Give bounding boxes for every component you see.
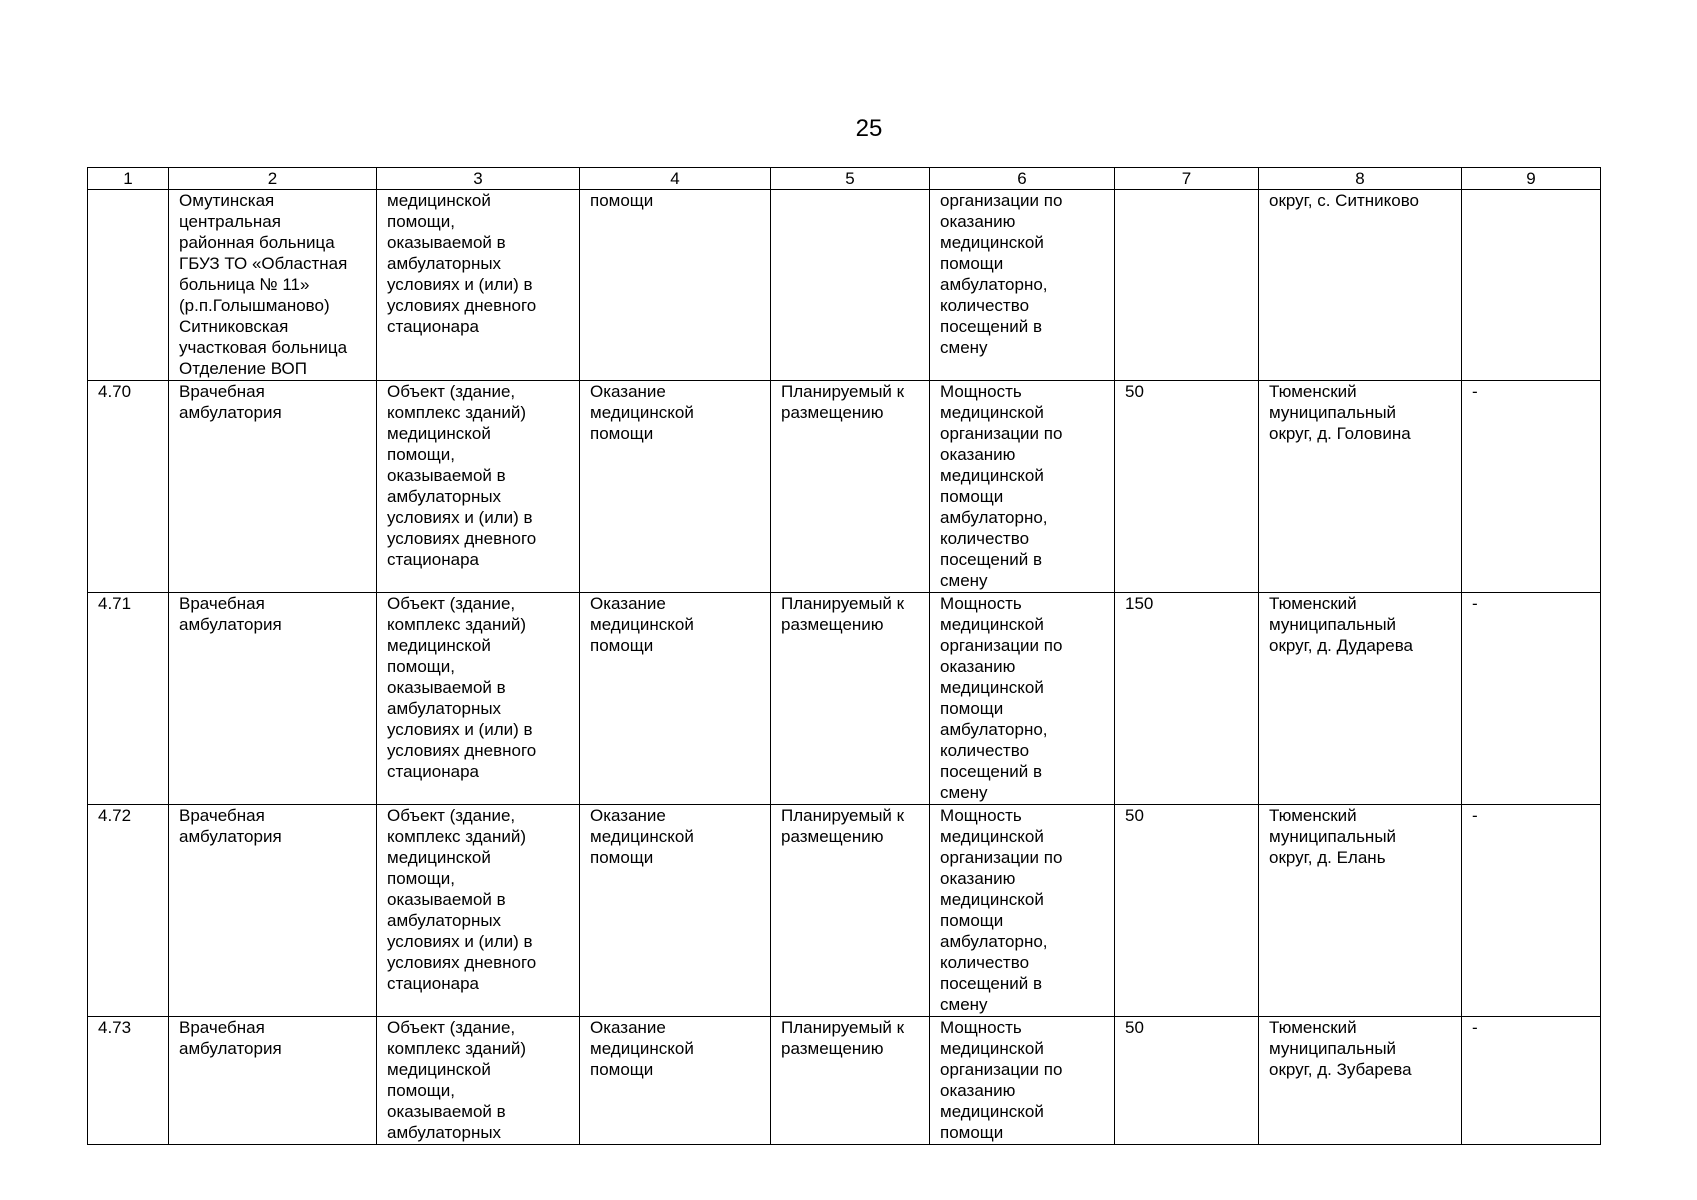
cell-text: 50 bbox=[1125, 1018, 1144, 1037]
cell-text: Планируемый к размещению bbox=[781, 806, 905, 846]
cell-text: Объект (здание, комплекс зданий) медицинской помощи, оказываемой в амбулаторных условиях и (или) в условиях дневного стационара bbox=[387, 382, 537, 569]
cell-text: Планируемый к размещению bbox=[781, 594, 905, 634]
column-header-2: 2 bbox=[169, 168, 377, 190]
column-header-5: 5 bbox=[771, 168, 930, 190]
column-header-1: 1 bbox=[88, 168, 169, 190]
cell-value bbox=[1115, 1017, 1259, 1145]
cell-text: Мощность медицинской организации по оказанию медицинской помощи амбулаторно, количество посещений в смену bbox=[940, 806, 1063, 1014]
cell-purpose bbox=[580, 593, 771, 805]
cell-location bbox=[1259, 1017, 1462, 1145]
table-row bbox=[88, 593, 1601, 805]
cell-text: помощи bbox=[590, 191, 654, 210]
cell-text: Тюменский муниципальный округ, д. Елань bbox=[1269, 806, 1397, 867]
cell-zone bbox=[1462, 805, 1601, 1017]
column-header-3: 3 bbox=[377, 168, 580, 190]
table-row bbox=[88, 805, 1601, 1017]
table-row bbox=[88, 190, 1601, 381]
cell-text: Омутинская центральная районная больница ГБУЗ ТО «Областная больница № 11» (р.п.Голышманово) Ситниковская участковая больница Отделение ВОП bbox=[179, 191, 348, 378]
cell-text: организации по оказанию медицинской помощи амбулаторно, количество посещений в смену bbox=[940, 191, 1063, 357]
cell-characteristic bbox=[930, 1017, 1115, 1145]
cell-text: Оказание медицинской помощи bbox=[590, 806, 694, 867]
cell-type bbox=[377, 381, 580, 593]
table-row bbox=[88, 1017, 1601, 1145]
cell-type bbox=[377, 190, 580, 381]
cell-status bbox=[771, 190, 930, 381]
cell-text: 4.70 bbox=[98, 382, 132, 401]
cell-text: - bbox=[1472, 382, 1478, 401]
cell-value bbox=[1115, 593, 1259, 805]
cell-zone bbox=[1462, 381, 1601, 593]
cell-text: Мощность медицинской организации по оказанию медицинской помощи амбулаторно, количество посещений в смену bbox=[940, 594, 1063, 802]
cell-text: Врачебная амбулатория bbox=[179, 806, 282, 846]
cell-number bbox=[88, 593, 169, 805]
cell-text: Мощность медицинской организации по оказанию медицинской помощи bbox=[940, 1018, 1063, 1142]
cell-characteristic bbox=[930, 805, 1115, 1017]
cell-purpose bbox=[580, 1017, 771, 1145]
cell-text: Врачебная амбулатория bbox=[179, 594, 282, 634]
cell-location bbox=[1259, 190, 1462, 381]
cell-text: Тюменский муниципальный округ, д. Дударева bbox=[1269, 594, 1413, 655]
cell-text: 50 bbox=[1125, 382, 1144, 401]
cell-number bbox=[88, 805, 169, 1017]
cell-text: Планируемый к размещению bbox=[781, 1018, 905, 1058]
cell-name bbox=[169, 805, 377, 1017]
header-row bbox=[88, 168, 1601, 190]
cell-value bbox=[1115, 805, 1259, 1017]
cell-text: Планируемый к размещению bbox=[781, 382, 905, 422]
cell-text: Врачебная амбулатория bbox=[179, 382, 282, 422]
cell-name bbox=[169, 190, 377, 381]
cell-text: Тюменский муниципальный округ, д. Зубарева bbox=[1269, 1018, 1412, 1079]
cell-number bbox=[88, 1017, 169, 1145]
table-row bbox=[88, 381, 1601, 593]
cell-text: 150 bbox=[1125, 594, 1154, 613]
cell-location bbox=[1259, 381, 1462, 593]
column-header-4: 4 bbox=[580, 168, 771, 190]
cell-number bbox=[88, 190, 169, 381]
cell-text: Оказание медицинской помощи bbox=[590, 1018, 694, 1079]
cell-status bbox=[771, 805, 930, 1017]
cell-value bbox=[1115, 190, 1259, 381]
cell-name bbox=[169, 1017, 377, 1145]
cell-text: Мощность медицинской организации по оказанию медицинской помощи амбулаторно, количество посещений в смену bbox=[940, 382, 1063, 590]
column-header-7: 7 bbox=[1115, 168, 1259, 190]
cell-zone bbox=[1462, 190, 1601, 381]
cell-text: 4.73 bbox=[98, 1018, 132, 1037]
cell-value bbox=[1115, 381, 1259, 593]
cell-text: округ, с. Ситниково bbox=[1269, 191, 1419, 210]
cell-name bbox=[169, 593, 377, 805]
cell-location bbox=[1259, 593, 1462, 805]
cell-text: Тюменский муниципальный округ, д. Головина bbox=[1269, 382, 1411, 443]
column-header-8: 8 bbox=[1259, 168, 1462, 190]
cell-type bbox=[377, 805, 580, 1017]
cell-text: Объект (здание, комплекс зданий) медицинской помощи, оказываемой в амбулаторных условиях и (или) в условиях дневного стационара bbox=[387, 806, 537, 993]
cell-location bbox=[1259, 805, 1462, 1017]
facilities-table bbox=[87, 167, 1601, 1145]
cell-text: Объект (здание, комплекс зданий) медицинской помощи, оказываемой в амбулаторных условиях и (или) в условиях дневного стационара bbox=[387, 594, 537, 781]
page-number: 25 bbox=[855, 115, 883, 142]
cell-text: Врачебная амбулатория bbox=[179, 1018, 282, 1058]
cell-status bbox=[771, 593, 930, 805]
cell-characteristic bbox=[930, 190, 1115, 381]
cell-text: 4.72 bbox=[98, 806, 132, 825]
column-header-9: 9 bbox=[1462, 168, 1601, 190]
cell-zone bbox=[1462, 1017, 1601, 1145]
cell-characteristic bbox=[930, 381, 1115, 593]
cell-purpose bbox=[580, 805, 771, 1017]
cell-text: 50 bbox=[1125, 806, 1144, 825]
cell-purpose bbox=[580, 381, 771, 593]
cell-text: - bbox=[1472, 806, 1478, 825]
cell-text: Оказание медицинской помощи bbox=[590, 594, 694, 655]
cell-status bbox=[771, 1017, 930, 1145]
column-header-6: 6 bbox=[930, 168, 1115, 190]
cell-number bbox=[88, 381, 169, 593]
cell-characteristic bbox=[930, 593, 1115, 805]
cell-type bbox=[377, 593, 580, 805]
cell-status bbox=[771, 381, 930, 593]
cell-type bbox=[377, 1017, 580, 1145]
cell-text: - bbox=[1472, 594, 1478, 613]
cell-name bbox=[169, 381, 377, 593]
cell-zone bbox=[1462, 593, 1601, 805]
cell-text: Объект (здание, комплекс зданий) медицинской помощи, оказываемой в амбулаторных bbox=[387, 1018, 527, 1142]
cell-text: Оказание медицинской помощи bbox=[590, 382, 694, 443]
cell-purpose bbox=[580, 190, 771, 381]
cell-text: - bbox=[1472, 1018, 1478, 1037]
cell-text: медицинской помощи, оказываемой в амбулаторных условиях и (или) в условиях дневного стационара bbox=[387, 191, 537, 336]
cell-text: 4.71 bbox=[98, 594, 132, 613]
